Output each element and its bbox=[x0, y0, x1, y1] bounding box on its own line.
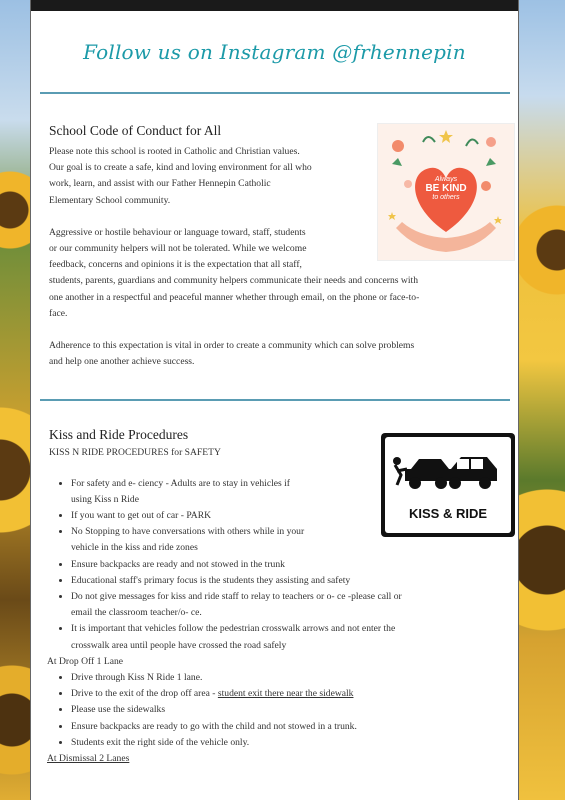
text-line: crosswalk area until people have crossed the road safely bbox=[71, 639, 287, 651]
text-line: Elementary School community. bbox=[49, 194, 171, 206]
text-line: feedback, concerns and opinions it is the expectation that all staff, bbox=[49, 259, 302, 271]
kiss-ride-sign-text: KISS & RIDE bbox=[408, 506, 487, 521]
text-line: No Stopping to have conversations with others while in your bbox=[71, 526, 305, 538]
section-divider bbox=[40, 92, 510, 94]
be-kind-line: BE KIND bbox=[425, 183, 467, 194]
list-item bbox=[71, 557, 500, 573]
top-bar bbox=[31, 0, 518, 11]
text-line: For safety and e- ciency - Adults are to stay in vehicles if bbox=[71, 477, 290, 489]
text-line: and help one another achieve success. bbox=[49, 356, 195, 368]
list-item: • Drive through Kiss N Ride 1 lane. bbox=[71, 670, 500, 686]
list-item bbox=[71, 621, 500, 653]
list-item bbox=[71, 589, 500, 621]
section-divider bbox=[40, 399, 510, 401]
conduct-section bbox=[31, 123, 518, 370]
text-line: Educational staff's primary focus is the students they assisting and safety bbox=[71, 574, 351, 586]
dropoff-label: At Drop Off 1 Lane bbox=[47, 655, 124, 667]
text-line: Our goal is to create a safe, kind and loving environment for all who bbox=[49, 162, 312, 174]
text-line: one another in a respectful and peaceful manner whether through email, on the phone or face-to- bbox=[49, 291, 420, 303]
conduct-para-3 bbox=[49, 338, 500, 370]
text-line: work, learn, and assist with our Father Hennepin Catholic bbox=[49, 178, 271, 190]
text-line: If you want to get out of car - PARK bbox=[71, 510, 212, 522]
conduct-title: School Code of Conduct for All bbox=[49, 123, 222, 138]
be-kind-line: to others bbox=[432, 194, 460, 201]
list-item: • Students exit the right side of the vehicle only. bbox=[71, 735, 500, 751]
be-kind-line: Always bbox=[434, 176, 458, 183]
text-line: students, parents, guardians and community helpers communicate their needs and concerns with bbox=[49, 275, 418, 287]
text-line: Adherence to this expectation is vital in order to create a community which can solve problems bbox=[49, 340, 415, 352]
dismissal-label[interactable]: At Dismissal 2 Lanes bbox=[47, 753, 130, 765]
list-item bbox=[71, 686, 500, 702]
list-item: • Please use the sidewalks bbox=[71, 702, 500, 718]
text-line: email the classroom teacher/o- ce. bbox=[71, 607, 202, 619]
text-line: face. bbox=[49, 307, 68, 319]
sunflower-background-right bbox=[517, 0, 565, 800]
text-line: Aggressive or hostile behaviour or language toward, staff, students bbox=[49, 226, 306, 238]
text-line: or our community helpers will not be tolerated. While we welcome bbox=[49, 243, 307, 255]
sunflower-background-left bbox=[0, 0, 30, 800]
be-kind-text bbox=[378, 176, 514, 201]
be-kind-image bbox=[377, 123, 515, 261]
text-line: Drive to the exit of the drop off area - bbox=[71, 688, 218, 700]
instagram-follow-heading[interactable]: Follow us on Instagram @frhennepin bbox=[83, 40, 466, 64]
text-line: Do not give messages for kiss and ride staff to relay to teachers or o- ce -please call or bbox=[71, 591, 402, 603]
newsletter-page bbox=[30, 0, 519, 800]
text-line: using Kiss n Ride bbox=[71, 493, 139, 505]
kiss-ride-title: Kiss and Ride Procedures bbox=[49, 427, 189, 443]
cars-icon bbox=[385, 441, 511, 511]
list-item: • Ensure backpacks are ready to go with the child and not stowed in a trunk. bbox=[71, 719, 500, 735]
text-line: Please note this school is rooted in Catholic and Christian values. bbox=[49, 146, 300, 157]
sidewalk-link[interactable]: student exit there near the sidewalk bbox=[217, 688, 354, 700]
sign-face bbox=[385, 437, 511, 533]
list-item bbox=[71, 573, 500, 589]
kiss-ride-subtitle: KISS N RIDE PROCEDURES for SAFETY bbox=[49, 447, 221, 459]
text-line: It is important that vehicles follow the pedestrian crosswalk arrows and not enter the bbox=[71, 623, 396, 635]
dropoff-list bbox=[49, 670, 500, 751]
text-line: Ensure backpacks are ready and not stowed in the trunk bbox=[71, 558, 285, 570]
text-line: vehicle in the kiss and ride zones bbox=[71, 542, 198, 554]
kiss-ride-sign-image bbox=[381, 433, 515, 537]
